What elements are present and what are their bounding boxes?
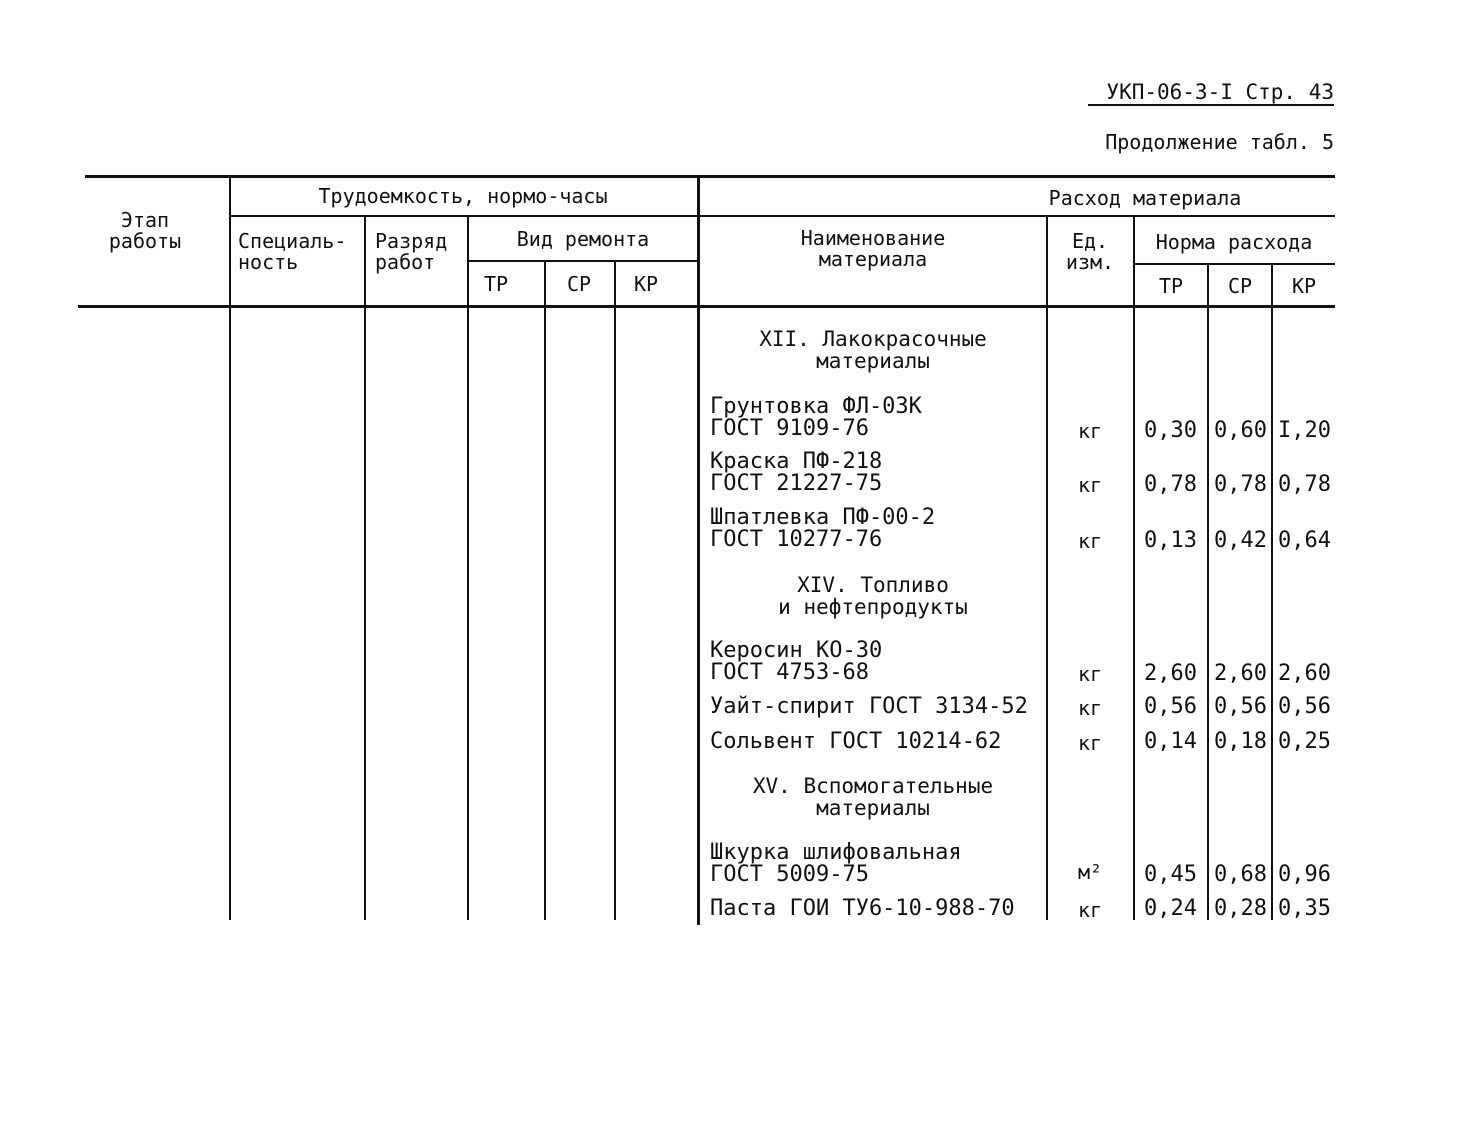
header-stage: Этап работы [108,208,182,253]
material-name: Сольвент ГОСТ 10214-62 [710,729,1002,754]
material-unit: кг [1077,696,1103,720]
norm-value-kr: 0,64 [1278,528,1331,553]
material-unit: кг [1077,731,1103,755]
norm-value-tr: 0,14 [1144,729,1197,754]
material-name: Керосин КО-30 ГОСТ 4753-68 [710,638,883,685]
norm-value-sr: 0,42 [1214,528,1267,553]
material-unit: кг [1077,419,1103,443]
header-norm-sr: СР [1227,274,1253,298]
norm-value-kr: 0,35 [1278,896,1331,921]
header-specialty: Специаль- ность [238,229,347,274]
material-unit: кг [1077,473,1103,497]
header-norm-kr: КР [1291,274,1317,298]
material-name: Шпатлевка ПФ-00-2 ГОСТ 10277-76 [710,505,936,552]
norm-value-sr: 0,18 [1214,729,1267,754]
section-heading: XV. Вспомогательные материалы [752,774,994,820]
header-repair-tr: ТР [483,272,509,296]
material-unit: кг [1077,898,1103,922]
rule-top [85,175,1335,178]
norm-value-kr: 0,78 [1278,472,1331,497]
norm-value-tr: 2,60 [1144,661,1197,686]
header-repair-kr: КР [633,272,659,296]
material-name: Краска ПФ-218 ГОСТ 21227-75 [710,449,883,496]
norm-value-kr: I,20 [1278,418,1331,443]
header-material-name: Наименование материала [800,226,946,271]
material-name: Грунтовка ФЛ-03К ГОСТ 9109-76 [710,394,922,441]
vline-8 [1133,215,1135,920]
document-code: УКП-06-3-I Стр. 43 [1088,80,1334,106]
section-heading: XIV. Топливо и нефтепродукты [778,573,968,619]
norm-value-tr: 0,24 [1144,896,1197,921]
norm-value-kr: 0,56 [1278,694,1331,719]
norm-value-tr: 0,30 [1144,418,1197,443]
material-name: Паста ГОИ ТУ6-10-988-70 [710,896,1015,921]
vline-7 [1046,215,1048,920]
vline-1 [229,175,231,920]
rule-under-material [698,215,1335,217]
material-unit: кг [1077,662,1103,686]
vline-4 [544,260,546,920]
material-name: Уайт-спирит ГОСТ 3134-52 [710,694,1028,719]
header-unit: Ед. изм. [1065,229,1115,274]
norm-value-sr: 0,28 [1214,896,1267,921]
rule-under-norm [1134,263,1335,265]
header-repair-type: Вид ремонта [516,227,650,251]
norm-value-kr: 2,60 [1278,661,1331,686]
vline-10 [1271,263,1273,920]
header-norm-tr: ТР [1158,274,1184,298]
norm-value-tr: 0,13 [1144,528,1197,553]
header-labor: Трудоемкость, нормо-часы [318,184,608,208]
norm-value-sr: 0,60 [1214,418,1267,443]
norm-value-tr: 0,78 [1144,472,1197,497]
norm-value-sr: 0,78 [1214,472,1267,497]
material-name: Шкурка шлифовальная ГОСТ 5009-75 [710,840,962,887]
header-grade: Разряд работ [375,229,448,274]
rule-header-bottom [78,305,1335,308]
norm-value-kr: 0,25 [1278,729,1331,754]
rule-under-repair-type [468,260,698,262]
norm-value-tr: 0,45 [1144,862,1197,887]
material-unit: кг [1077,529,1103,553]
vline-9 [1207,263,1209,920]
material-unit: м² [1077,860,1103,884]
header-norm: Норма расхода [1155,230,1313,254]
section-heading: XII. Лакокрасочные материалы [759,327,987,373]
header-material-consumption: Расход материала [1048,186,1242,210]
table-continuation-label: Продолжение табл. 5 [1105,130,1334,154]
rule-under-labor [230,215,698,217]
norm-value-tr: 0,56 [1144,694,1197,719]
vline-2 [364,215,366,920]
vline-3 [467,215,469,920]
norm-value-sr: 2,60 [1214,661,1267,686]
header-repair-sr: СР [566,272,592,296]
norm-value-sr: 0,56 [1214,694,1267,719]
norm-value-kr: 0,96 [1278,862,1331,887]
norm-value-sr: 0,68 [1214,862,1267,887]
vline-5 [614,260,616,920]
